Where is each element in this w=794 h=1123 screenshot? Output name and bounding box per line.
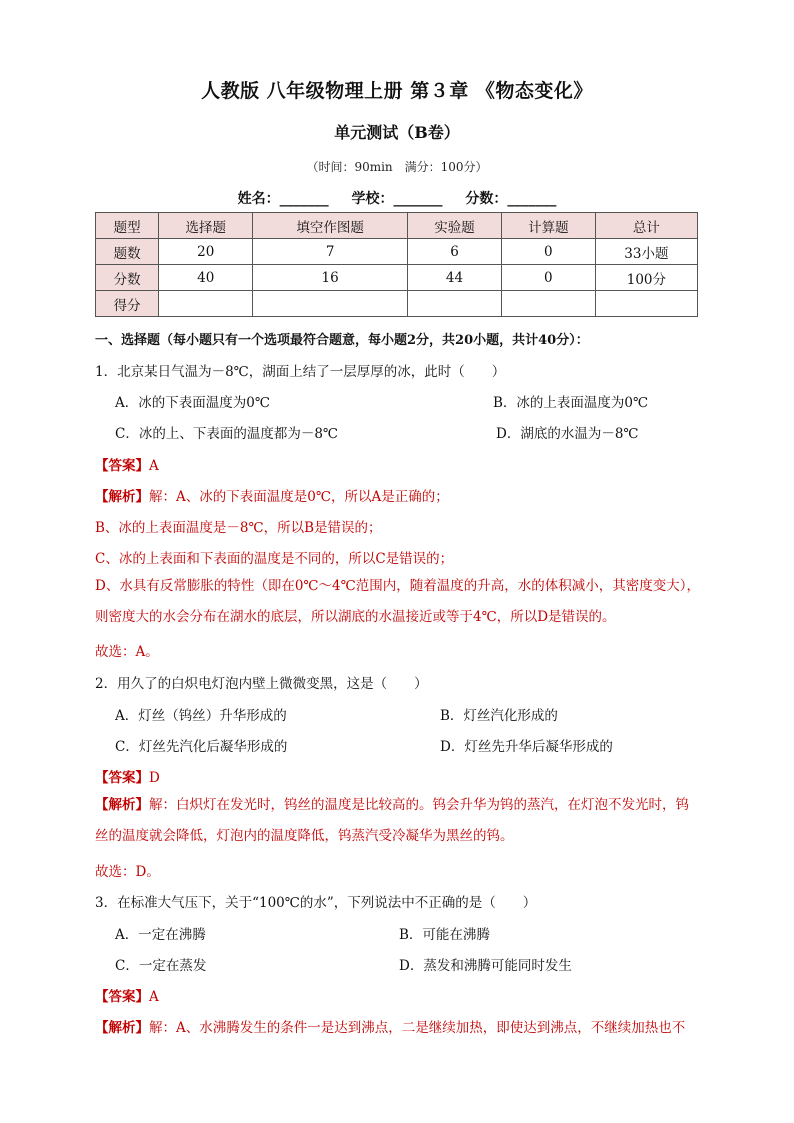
table-cell: 选择题 <box>159 213 253 239</box>
score-cell[interactable] <box>501 291 595 317</box>
school-field[interactable]: 学校：_______ <box>351 191 443 207</box>
analysis-line: B、冰的上表面温度是－8℃，所以B是错误的； <box>95 520 382 536</box>
score-cell[interactable] <box>159 291 253 317</box>
question-stem: 2．用久了的白炽电灯泡内壁上微微变黑，这是（ ） <box>95 676 428 692</box>
answer <box>95 766 160 786</box>
table-cell: 20 <box>159 239 253 265</box>
analysis-tag: 【解析】 <box>95 1020 149 1036</box>
answer-tag: 【答案】 <box>95 458 149 474</box>
option-b: B．冰的上表面温度为0℃ <box>493 395 649 411</box>
choice-line: 故选：A。 <box>95 644 159 660</box>
question-stem: 3．在标准大气压下，关于“100℃的水”，下列说法中不正确的是（ ） <box>95 895 537 911</box>
table-cell: 分数 <box>96 265 159 291</box>
score-field[interactable]: 分数：_______ <box>465 191 557 207</box>
answer <box>95 454 159 474</box>
answer-value: A <box>149 989 159 1005</box>
student-info <box>0 188 794 208</box>
analysis-text: 解：A、冰的下表面温度是0℃，所以A是正确的； <box>149 489 449 505</box>
table-cell: 33小题 <box>595 239 697 265</box>
score-cell[interactable] <box>408 291 502 317</box>
question-stem: 1．北京某日气温为－8℃，湖面上结了一层厚厚的冰，此时（ ） <box>95 364 506 380</box>
analysis-line: C、冰的上表面和下表面的温度是不同的，所以C是错误的； <box>95 551 454 567</box>
analysis-block <box>95 790 700 852</box>
table-cell: 计算题 <box>501 213 595 239</box>
answer-value: A <box>149 458 159 474</box>
score-cell[interactable] <box>253 291 408 317</box>
option-b: B．可能在沸腾 <box>399 927 490 943</box>
option-c: C．冰的上、下表面的温度都为－8℃ <box>115 426 339 442</box>
analysis-tag: 【解析】 <box>95 489 149 505</box>
analysis-line <box>95 485 449 505</box>
name-field[interactable]: 姓名：_______ <box>237 191 329 207</box>
option-a: A．一定在沸腾 <box>115 927 206 943</box>
table-row <box>96 239 698 265</box>
score-cell[interactable] <box>595 291 697 317</box>
option-a: A．冰的下表面温度为0℃ <box>115 395 270 411</box>
answer-value: D <box>149 770 160 786</box>
answer-tag: 【答案】 <box>95 989 149 1005</box>
score-table <box>95 212 698 317</box>
option-d: D．湖底的水温为－8℃ <box>496 426 639 442</box>
option-d: D．灯丝先升华后凝华形成的 <box>440 739 613 755</box>
analysis-text: 解：白炽灯在发光时，钨丝的温度是比较高的。钨会升华为钨的蒸汽，在灯泡不发光时，钨丝的温度就会降低，灯泡内的温度降低，钨蒸汽受冷凝华为黑丝的钨。 <box>95 797 689 844</box>
table-cell: 得分 <box>96 291 159 317</box>
section-heading: 一、选择题（每小题只有一个选项最符合题意，每小题2分，共20小题，共计40分）： <box>95 333 589 348</box>
table-cell: 44 <box>408 265 502 291</box>
table-cell: 7 <box>253 239 408 265</box>
option-c: C．灯丝先汽化后凝华形成的 <box>115 739 288 755</box>
table-cell: 题型 <box>96 213 159 239</box>
table-cell: 题数 <box>96 239 159 265</box>
choice-line: 故选：D。 <box>95 864 160 880</box>
table-row <box>96 265 698 291</box>
answer <box>95 985 159 1005</box>
table-cell: 填空作图题 <box>253 213 408 239</box>
analysis-text: 解：A、水沸腾发生的条件一是达到沸点，二是继续加热，即使达到沸点，不继续加热也不 <box>149 1020 686 1036</box>
option-c: C．一定在蒸发 <box>115 958 207 974</box>
answer-tag: 【答案】 <box>95 770 149 786</box>
analysis-line <box>95 1016 685 1036</box>
option-a: A．灯丝（钨丝）升华形成的 <box>115 708 287 724</box>
table-cell: 0 <box>501 265 595 291</box>
page-title: 人教版 八年级物理上册 第３章 《物态变化》 <box>201 80 593 102</box>
option-d: D．蒸发和沸腾可能同时发生 <box>399 958 572 974</box>
exam-meta: （时间：90min 满分：100分） <box>306 160 488 174</box>
table-cell: 16 <box>253 265 408 291</box>
table-cell: 总计 <box>595 213 697 239</box>
table-cell: 实验题 <box>408 213 502 239</box>
analysis-line: D、水具有反常膨胀的特性（即在0℃～4℃范围内，随着温度的升高，水的体积减小，其密度变大），则密度大的水会分布在湖水的底层，所以湖底的水温接近或等于4℃，所以D是错误的。 <box>95 578 700 625</box>
table-cell: 0 <box>501 239 595 265</box>
table-cell: 100分 <box>595 265 697 291</box>
page-subtitle: 单元测试（B卷） <box>334 123 460 142</box>
table-cell: 6 <box>408 239 502 265</box>
table-cell: 40 <box>159 265 253 291</box>
table-row <box>96 291 698 317</box>
option-b: B．灯丝汽化形成的 <box>440 708 558 724</box>
table-row <box>96 213 698 239</box>
analysis-tag: 【解析】 <box>95 797 149 813</box>
